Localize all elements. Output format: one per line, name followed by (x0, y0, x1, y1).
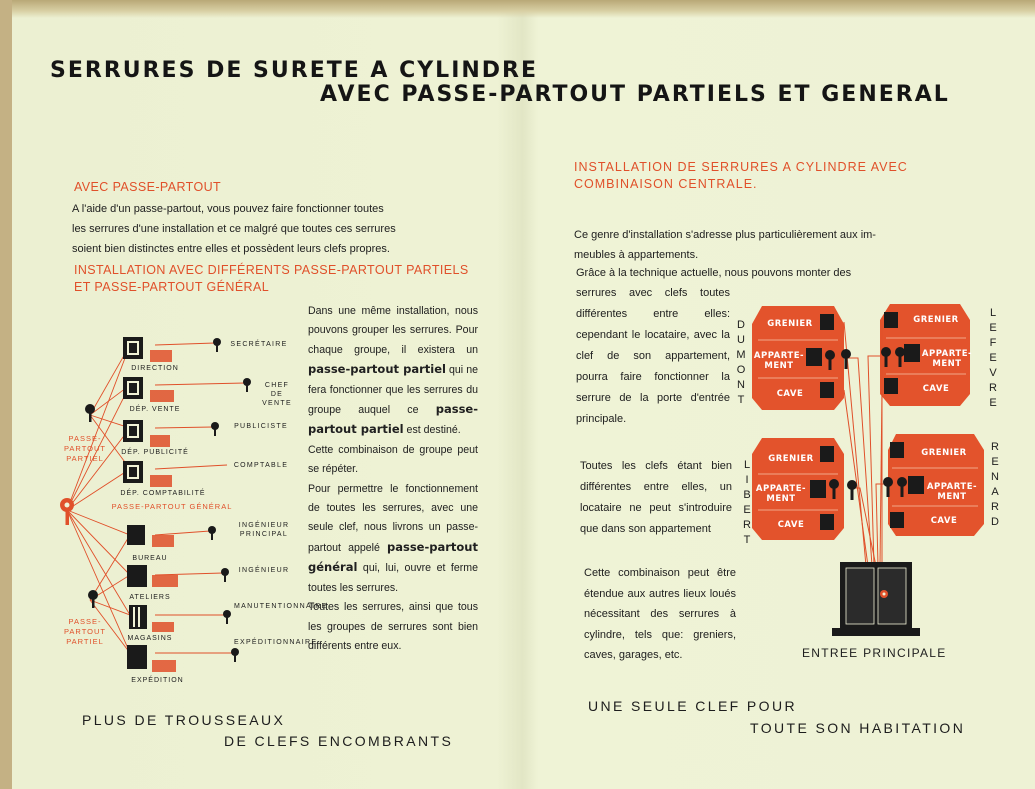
label-cave: CAVE (777, 520, 805, 530)
dept-label: DÉP. VENTE (129, 406, 181, 413)
key-icons (85, 338, 251, 662)
left-intro-line: soient bien distinctes entre elles et possèdent leurs clefs propres. (72, 243, 390, 255)
text-ouvre-ferme: qui, lui, ouvre et ferme toutes les serrures. (308, 562, 478, 594)
dept-label: DÉP. PUBLICITÉ (121, 449, 189, 456)
dept-label: DÉP. COMPTABILITÉ (120, 490, 206, 497)
pp-general-label: PASSE-PARTOUT GÉNÉRAL (111, 502, 233, 511)
label-cave: CAVE (922, 384, 950, 394)
right-heading (574, 159, 908, 193)
staff-label: PUBLICISTE (234, 423, 288, 430)
key-lines (844, 322, 886, 566)
dept-label: MAGASINS (127, 635, 173, 642)
label-grenier: GRENIER (767, 319, 813, 329)
staff-label: INGÉNIEUR (238, 567, 290, 574)
staff-label: COMPTABLE (233, 462, 289, 469)
right-p3: Toutes les clefs étant bien différentes entre elles, un locataire ne peut s'introduire que dans son appartement (580, 460, 732, 535)
label-grenier: GRENIER (913, 315, 959, 325)
tenant-renard: R E N A R D (991, 441, 999, 528)
label-appartement: APPARTE- MENT (753, 351, 805, 371)
pp-partiel-label-bottom: PASSE-PARTOUT PARTIEL (63, 617, 106, 646)
left-slogan-line-2: DE CLEFS ENCOMBRANTS (224, 733, 454, 749)
right-p4: Cette combinaison peut être étendue aux autres lieux loués nécessitant des serrures à cylindre, tels que: greniers, caves, garages, etc. (584, 567, 736, 661)
label-appartement: APPARTE- MENT (926, 482, 978, 502)
right-heading-line: INSTALLATION DE SERRURES A CYLINDRE AVEC (574, 160, 908, 174)
right-p2-rest: serrures avec clefs toutes différentes entre elles: cependant le locataire, avec la clef de son appartement, pourra faire fonctionner la serrure de la porte d'entrée principale. (576, 287, 730, 425)
left-heading-installation (74, 262, 469, 296)
label-appartement: APPARTE- MENT (921, 349, 973, 369)
staff-label: MANUTENTIONNAIRE (234, 603, 328, 610)
text-group-locks-cont: qui ne fera fonctionner que les serrures du groupe auquel ce (308, 364, 478, 417)
left-heading-installation-line: ET PASSE-PARTOUT GÉNÉRAL (74, 280, 270, 294)
paper-top-edge (0, 0, 1035, 18)
text-fonctionnement: Pour permettre le fonctionnement de toutes les serrures, avec une seule clef, nous livrons un passe-partout appelé (308, 482, 478, 554)
dept-label: BUREAU (132, 555, 168, 562)
text-group-locks: Dans une même installation, nous pouvons grouper les serrures. Pour chaque groupe, il existera un (308, 305, 478, 356)
right-slogan-line-2: TOUTE SON HABITATION (750, 720, 966, 736)
left-heading-installation-line: INSTALLATION AVEC DIFFÉRENTS PASSE-PARTOUT PARTIELS (74, 263, 469, 277)
main-door-icon (832, 562, 920, 636)
staff-label: EXPÉDITIONNAIRE (234, 639, 318, 646)
dept-label: ATELIERS (129, 594, 171, 601)
right-heading-line: COMBINAISON CENTRALE. (574, 177, 758, 191)
entree-principale-label: ENTREE PRINCIPALE (802, 646, 947, 660)
label-cave: CAVE (776, 389, 804, 399)
left-explanation-text (308, 302, 478, 656)
tenant-libert: L I B E R T (743, 459, 751, 546)
text-combinaison: Cette combinaison de groupe peut se répéter. (308, 443, 478, 476)
staff-label: SECRÉTAIRE (230, 341, 288, 348)
label-grenier: GRENIER (921, 448, 967, 458)
left-intro (72, 199, 480, 259)
left-slogan-line-1: PLUS DE TROUSSEAUX (82, 712, 286, 728)
paper-left-edge (0, 0, 12, 789)
right-p2-line1: Grâce à la technique actuelle, nous pouvons monter des (576, 267, 852, 279)
tenant-lefevre: L E F E V R E (989, 307, 997, 409)
right-intro-line: meubles à appartements. (574, 249, 699, 261)
right-slogan-line-1: UNE SEULE CLEF POUR (588, 698, 797, 714)
text-destine: est destiné. (406, 424, 461, 437)
left-intro-line: les serrures d'une installation et ce malgré que toutes ces serrures (72, 223, 396, 235)
title-line-1: SERRURES DE SURETE A CYLINDRE (50, 58, 539, 83)
label-appartement: APPARTE- MENT (755, 484, 807, 504)
right-intro-line: Ce genre d'installation s'adresse plus particulièrement aux im- (574, 229, 876, 241)
text-passe-partout-partiel: passe-partout partiel (308, 362, 446, 377)
text-passe-partout-general: passe-partout général (308, 539, 478, 575)
dept-label: EXPÉDITION (131, 677, 184, 684)
text-passe-partout-partiel: passe-partout partiel (308, 402, 478, 437)
dept-label: DIRECTION (131, 365, 179, 372)
text-toutes-serrures: Toutes les serrures, ainsi que tous les groupes de serrures sont bien différents entre eux. (308, 601, 478, 652)
tenant-dumont: D U M O N T (736, 319, 746, 406)
staff-label: INGÉNIEUR PRINCIPAL (238, 522, 290, 538)
pp-partiel-label-top: PASSE-PARTOUT PARTIEL (63, 434, 106, 463)
staff-label: CHEF DE VENTE (262, 382, 292, 407)
label-grenier: GRENIER (768, 454, 814, 464)
left-heading-passe-partout: AVEC PASSE-PARTOUT (74, 180, 222, 194)
label-cave: CAVE (930, 516, 958, 526)
left-intro-line: A l'aide d'un passe-partout, vous pouvez faire fonctionner toutes (72, 203, 384, 215)
title-line-2: AVEC PASSE-PARTOUT PARTIELS ET GENERAL (320, 82, 950, 107)
right-intro (574, 225, 984, 265)
